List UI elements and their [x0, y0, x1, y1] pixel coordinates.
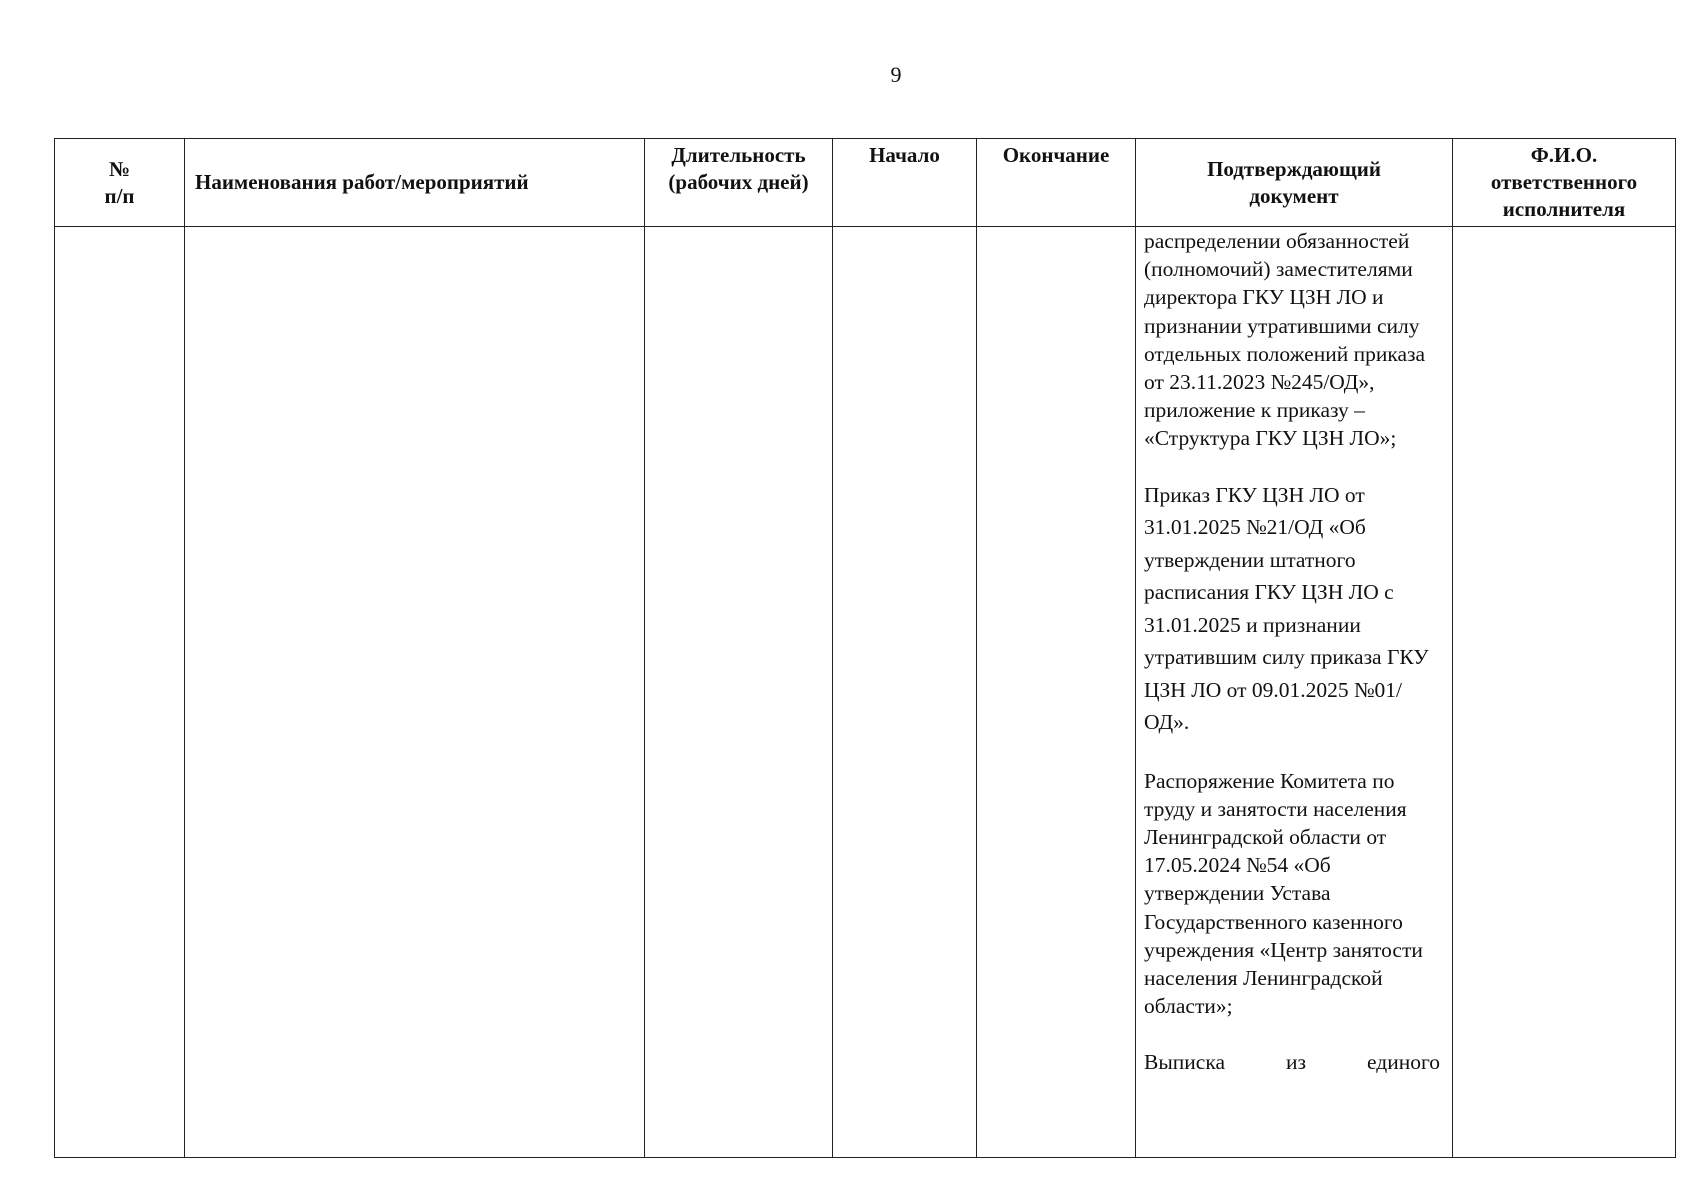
header-start — [833, 139, 977, 227]
document-paragraph: Распоряжение Комитета по труду и занятости населения Ленинградской области от 17.05.2024 №54 «Об утверждении Устава Государственного казенного учреждения «Центр занятости населения Ленинградской области»; — [1144, 768, 1423, 1019]
header-duration — [645, 139, 833, 227]
cell-responsible — [1453, 227, 1676, 1158]
page-number: 9 — [890, 62, 902, 87]
header-document-label: Подтверждающий документ — [1207, 156, 1381, 208]
header-name — [185, 139, 645, 227]
header-duration-label: Длительность (рабочих дней) — [668, 143, 809, 194]
cell-duration — [645, 227, 833, 1158]
document-paragraph: Приказ ГКУ ЦЗН ЛО от 31.01.2025 №21/ОД «Об утверждении штатного расписания ГКУ ЦЗН ЛО с 31.01.2025 и признании утратившим силу приказа ГКУ ЦЗН ЛО от 09.01.2025 №01/ОД». — [1144, 482, 1429, 735]
document-paragraph: Выписка из единого — [1144, 1050, 1440, 1075]
header-responsible-label: Ф.И.О. ответственного исполнителя — [1490, 143, 1638, 221]
header-end-label: Окончание — [1002, 143, 1110, 167]
cell-name — [185, 227, 645, 1158]
header-num-label: № п/п — [104, 156, 135, 208]
cell-document — [1136, 227, 1453, 1158]
header-num — [55, 139, 185, 227]
work-plan-table — [54, 138, 1676, 1158]
document-paragraph: распределении обязанностей (полномочий) заместителями директора ГКУ ЦЗН ЛО и признании утратившими силу отдельных положений приказа от 23.11.2023 №245/ОД», приложение к приказу – «Структура ГКУ ЦЗН ЛО»; — [1144, 229, 1426, 451]
header-name-label: Наименования работ/мероприятий — [195, 170, 529, 194]
header-end — [977, 139, 1136, 227]
table-row — [55, 227, 1676, 1158]
header-document — [1136, 139, 1453, 227]
cell-end — [977, 227, 1136, 1158]
cell-num — [55, 227, 185, 1158]
header-responsible — [1453, 139, 1676, 227]
table-header-row — [55, 139, 1676, 227]
header-start-label: Начало — [869, 143, 940, 167]
cell-start — [833, 227, 977, 1158]
